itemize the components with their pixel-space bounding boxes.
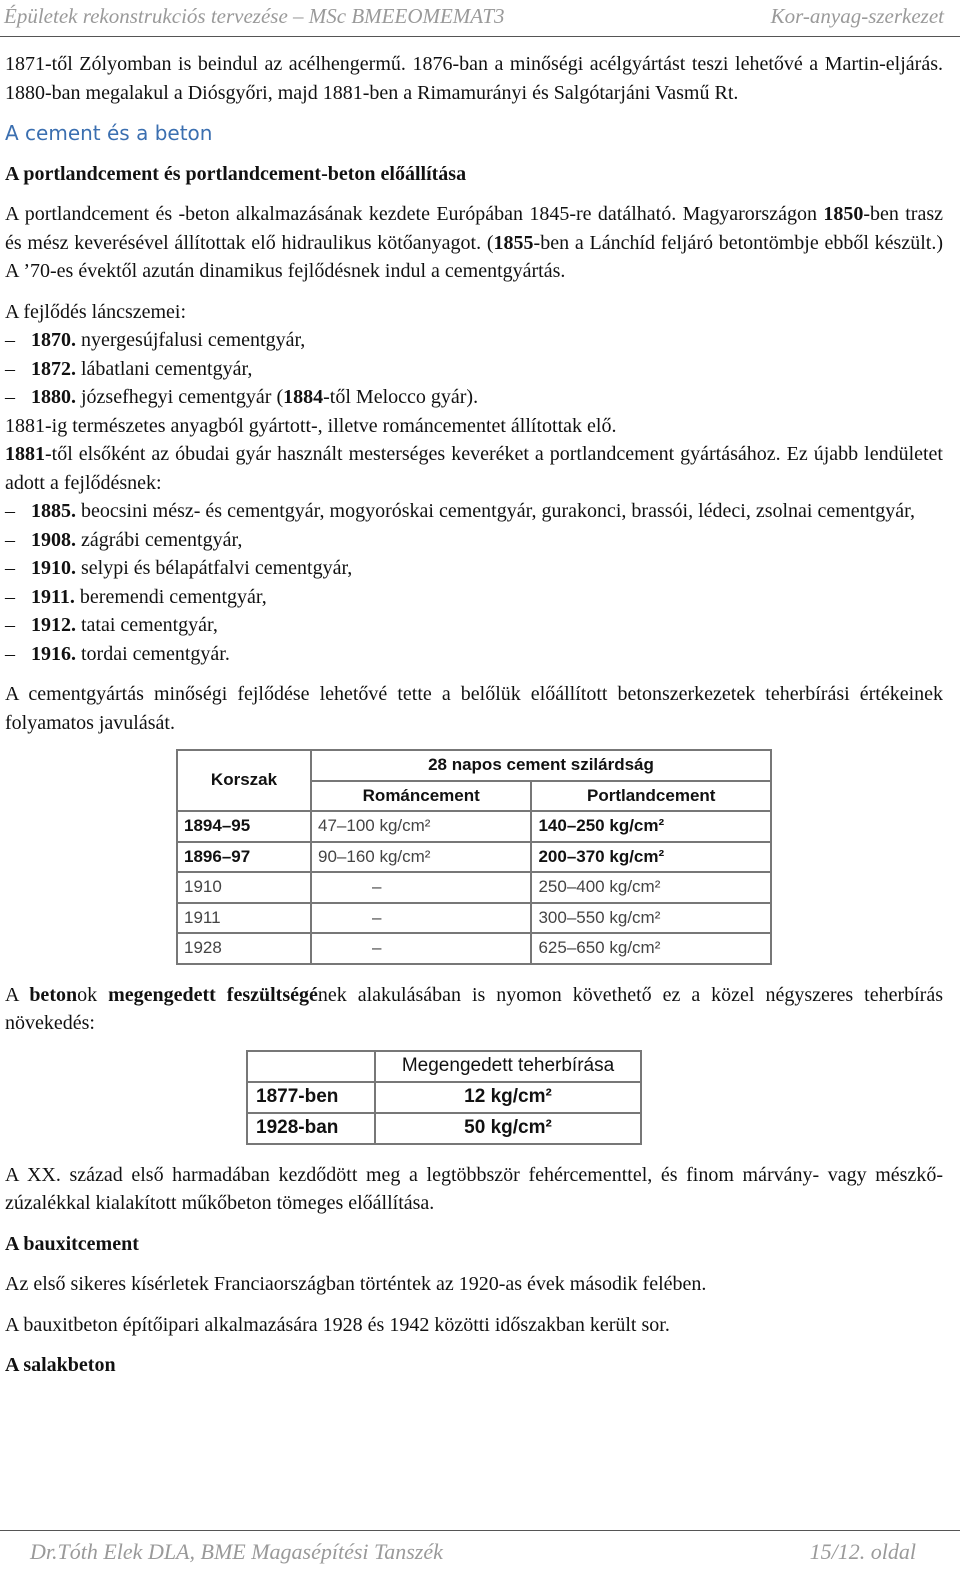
cement-strength-table bbox=[176, 749, 772, 965]
intro-paragraph: 1871-től Zólyomban is beindul az acélhengermű. 1876-ban a minőségi acélgyártást teszi lehetővé a Martin-eljárás. 1880-ban megalakul a Diósgyőri, majd 1881-ben a Rimamurányi és Salgótarjáni Vasmű Rt. bbox=[5, 53, 943, 104]
list-item: – 1870. nyergesújfalusi cementgyár, bbox=[5, 329, 306, 351]
list-item: – 1912. tatai cementgyár, bbox=[5, 614, 218, 636]
cell-period: 1928-ban bbox=[247, 1113, 375, 1144]
cell-roman: 47–100 kg/cm² bbox=[311, 811, 531, 842]
list-item: – 1880. józsefhegyi cementgyár (1884-től Melocco gyár). bbox=[5, 386, 479, 408]
cell-roman: – bbox=[311, 903, 531, 934]
list-item: – 1885. beocsini mész- és cementgyár, mogyoróskai cementgyár, gurakonci, brassói, lédeci, zsolnai cementgyár, bbox=[5, 500, 915, 522]
table-row bbox=[177, 903, 771, 934]
list-item: – 1916. tordai cementgyár. bbox=[5, 642, 230, 665]
slag-concrete-heading: A salakbeton bbox=[5, 1354, 116, 1376]
bauxite-heading: A bauxitcement bbox=[5, 1232, 139, 1255]
cell-portland: 300–550 kg/cm² bbox=[531, 903, 771, 934]
text-run: A portlandcement és -beton alkalmazásának kezdete Európában 1845-re datálható. Magyarországon bbox=[5, 203, 824, 225]
table-row bbox=[177, 842, 771, 873]
year-bold: 1855 bbox=[493, 231, 534, 254]
cell-portland: 250–400 kg/cm² bbox=[531, 872, 771, 903]
header-section-title: Kor-anyag-szerkezet bbox=[770, 4, 944, 28]
allowed-load-table-wrap bbox=[5, 1050, 943, 1145]
factory-list bbox=[5, 497, 943, 668]
artificial-stone-paragraph: A XX. század első harmadában kezdődött meg a legtöbbször fehércementtel, és finom márvány- vagy mészkő-zúzalékkal kialakított műkőbeton tömeges előállítása. bbox=[5, 1163, 943, 1214]
cement-strength-table-wrap bbox=[5, 749, 943, 965]
document-body bbox=[5, 50, 943, 1392]
cell-roman: – bbox=[311, 872, 531, 903]
column-header-allowed-load: Megengedett teherbírása bbox=[375, 1051, 641, 1082]
obuda-paragraph: 1881-től elsőként az óbudai gyár használt mesterséges keveréket a portlandcement gyártásához. Ez újabb lendületet adott a fejlődésnek: bbox=[5, 443, 943, 494]
cell-period: 1896–97 bbox=[177, 842, 311, 873]
text-run: -ben a Lánchíd feljáró betontömbje ebből készült.) A ’70-es évektől azután dinamikus fejlődésnek indul a cementgyártás. bbox=[5, 231, 943, 282]
cell-period: 1877-ben bbox=[247, 1082, 375, 1113]
list-item: – 1910. selypi és bélapátfalvi cementgyár, bbox=[5, 557, 353, 579]
cell-period: 1928 bbox=[177, 933, 311, 964]
column-header-period: Korszak bbox=[177, 750, 311, 811]
cell-roman: 90–160 kg/cm² bbox=[311, 842, 531, 873]
cell-portland: 625–650 kg/cm² bbox=[531, 933, 771, 964]
column-header-group: 28 napos cement szilárdság bbox=[311, 750, 771, 781]
table-row bbox=[247, 1082, 641, 1113]
table-row bbox=[177, 811, 771, 842]
cell-portland: 140–250 kg/cm² bbox=[531, 811, 771, 842]
footer-page-number: 15/12. oldal bbox=[809, 1539, 916, 1564]
development-list bbox=[5, 326, 943, 412]
allowed-stress-paragraph: A betonok megengedett feszültségének alakulásában is nyomon követhető ez a közel négyszeres teherbírás növekedés: bbox=[5, 983, 943, 1034]
list-item: – 1908. zágrábi cementgyár, bbox=[5, 528, 243, 551]
roman-cement-paragraph: 1881-ig természetes anyagból gyártott-, illetve románcementet állítottak elő. bbox=[5, 414, 617, 437]
column-header-portland: Portlandcement bbox=[531, 781, 771, 812]
portland-paragraph bbox=[5, 200, 943, 286]
allowed-load-table bbox=[246, 1050, 642, 1145]
year-bold: 1850 bbox=[823, 203, 864, 225]
column-header-roman: Románcement bbox=[311, 781, 531, 812]
cell-period: 1894–95 bbox=[177, 811, 311, 842]
cell-roman: – bbox=[311, 933, 531, 964]
table-row bbox=[177, 933, 771, 964]
list-item: – 1911. beremendi cementgyár, bbox=[5, 585, 267, 608]
quality-paragraph: A cementgyártás minőségi fejlődése lehetővé tette a belőlük előállított betonszerkezetek teherbírási értékeinek folyamatos javulását. bbox=[5, 683, 943, 734]
table-row bbox=[177, 872, 771, 903]
footer-author: Dr.Tóth Elek DLA, BME Magasépítési Tanszék bbox=[30, 1539, 443, 1564]
cell-period: 1911 bbox=[177, 903, 311, 934]
cell-value: 50 kg/cm² bbox=[375, 1113, 641, 1144]
page-header bbox=[0, 0, 960, 37]
bauxite-paragraph-2: A bauxitbeton építőipari alkalmazására 1928 és 1942 közötti időszakban került sor. bbox=[5, 1313, 670, 1336]
cell-value: 12 kg/cm² bbox=[375, 1082, 641, 1113]
bauxite-paragraph-1: Az első sikeres kísérletek Franciaországban történtek az 1920-as évek második felében. bbox=[5, 1273, 707, 1295]
cell-portland: 200–370 kg/cm² bbox=[531, 842, 771, 873]
cell-period: 1910 bbox=[177, 872, 311, 903]
chain-label: A fejlődés láncszemei: bbox=[5, 300, 187, 323]
section-heading: A cement és a beton bbox=[5, 121, 213, 145]
header-course-title: Épületek rekonstrukciós tervezése – MSc BMEEOMEMAT3 bbox=[4, 4, 505, 28]
text-run: -ben trasz és mész keverésével állítottak elő hidraulikus kötőanyagot. ( bbox=[5, 203, 944, 254]
table-row bbox=[247, 1113, 641, 1144]
subsection-heading: A portlandcement és portlandcement-beton előállítása bbox=[5, 162, 467, 185]
page-footer bbox=[0, 1530, 960, 1591]
list-item: – 1872. lábatlani cementgyár, bbox=[5, 357, 253, 380]
